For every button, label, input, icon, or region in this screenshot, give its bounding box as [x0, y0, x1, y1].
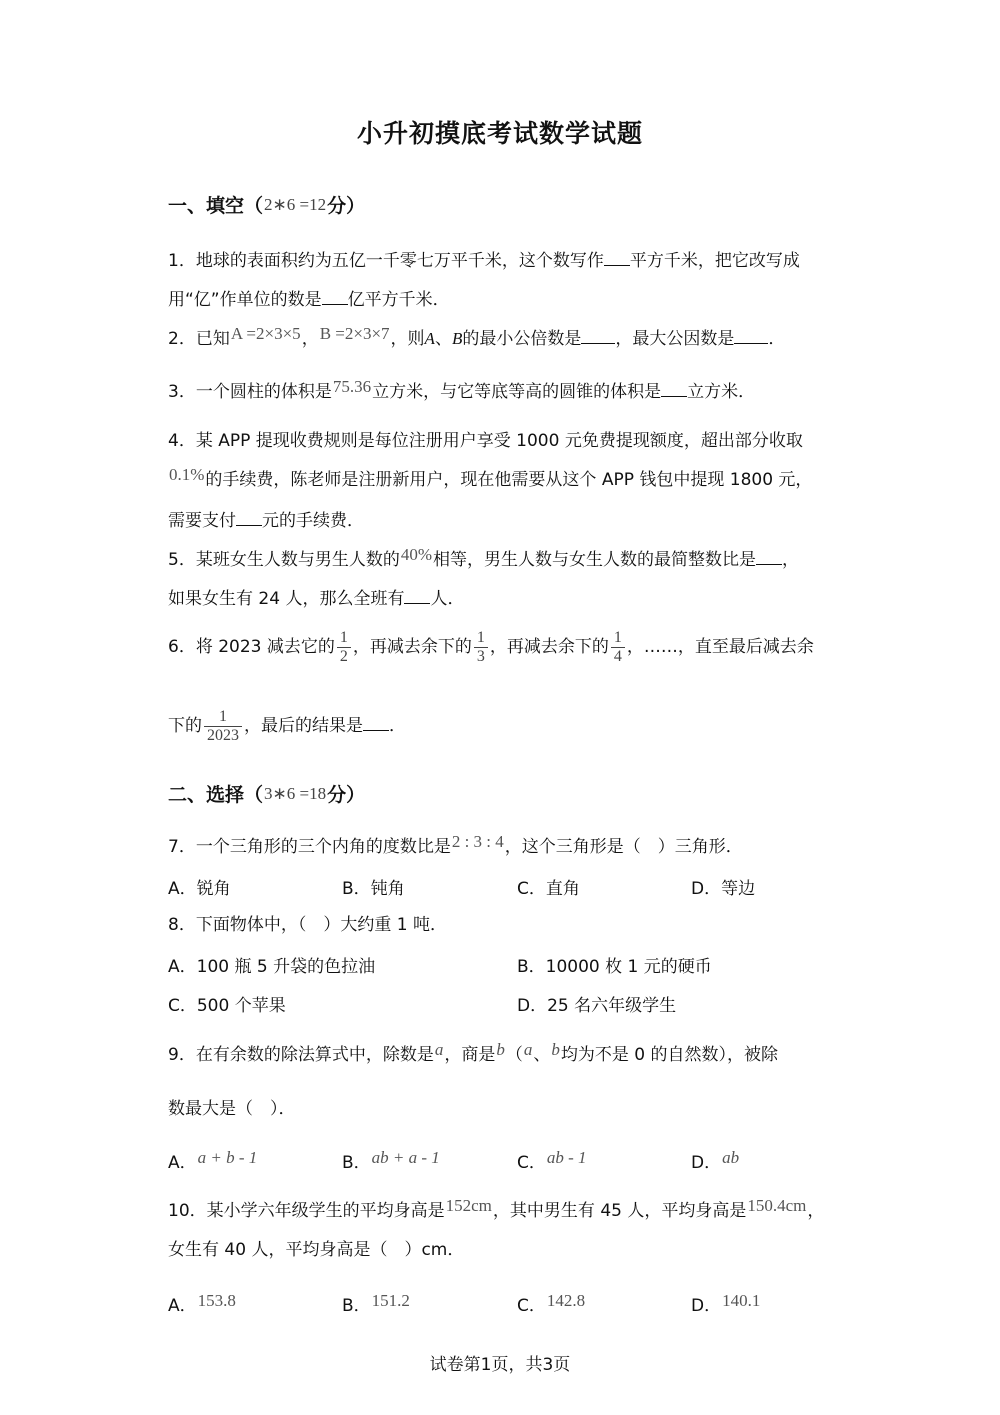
q2-text: 、: [434, 329, 452, 349]
numerator: 1: [219, 707, 227, 725]
option-a[interactable]: [168, 1291, 237, 1316]
option-value: 151.2: [371, 1291, 410, 1310]
option-b[interactable]: B．钝角: [342, 879, 405, 899]
answer-blank[interactable]: [322, 286, 348, 305]
q1-text: 用“亿”作单位的数是: [168, 290, 322, 310]
q3-text: 立方米．: [687, 382, 756, 402]
q2-text: ．: [768, 329, 786, 349]
question-4-line-3: [168, 507, 364, 533]
option-value: 140.1: [722, 1291, 761, 1310]
option-letter: B．: [342, 1296, 371, 1316]
q4-text: 需要支付: [168, 511, 236, 531]
fraction-1-4: [611, 629, 625, 666]
option-d[interactable]: [691, 1291, 761, 1316]
option-value: 153.8: [197, 1291, 236, 1310]
section-label: 二、选择（: [168, 784, 264, 806]
section-label-tail: 分）: [327, 195, 366, 217]
option-c[interactable]: [517, 1291, 586, 1316]
section-label: 一、填空（: [168, 195, 264, 217]
option-letter: D．: [691, 1153, 722, 1173]
q6-text: ，最后的结果是: [244, 716, 363, 736]
q9-text: 均为不是 0 的自然数），被除: [560, 1045, 778, 1065]
option-c[interactable]: C．直角: [517, 879, 580, 899]
option-d[interactable]: [691, 1148, 740, 1173]
denominator: 4: [611, 647, 625, 666]
q9-var-a: a: [434, 1040, 444, 1059]
q2-var-a: A: [424, 329, 435, 348]
q2-formula-a: A =2×3×5: [230, 324, 301, 343]
q4-text: 的手续费，陈老师是注册新用户，现在他需要从这个 APP 钱包中提现 1800 元，: [205, 470, 813, 490]
q5-text: 人．: [430, 589, 465, 609]
option-letter: C．: [517, 1296, 546, 1316]
q6-text: 6．将 2023 减去它的: [168, 637, 335, 657]
answer-blank[interactable]: [604, 247, 630, 266]
q5-text: 如果女生有 24 人，那么全班有: [168, 589, 405, 609]
q2-text: 的最小公倍数是: [462, 329, 582, 349]
q9-text: ，商是: [444, 1045, 496, 1065]
answer-blank[interactable]: [756, 546, 782, 565]
q10-avg-height: 152cm: [445, 1196, 492, 1215]
q7-ratio: 2 : 3 : 4: [451, 832, 504, 851]
q3-volume: 75.36: [332, 377, 372, 396]
option-c[interactable]: [517, 1148, 588, 1173]
q5-text: 相等，男生人数与女生人数的最简整数比是: [433, 550, 756, 570]
answer-blank[interactable]: [363, 712, 389, 731]
question-3: [168, 378, 755, 404]
option-a[interactable]: A．锐角: [168, 879, 231, 899]
section-heading-choice: [168, 780, 365, 807]
q3-text: 立方米，与它等底等高的圆锥的体积是: [372, 382, 662, 402]
option-value: 142.8: [546, 1291, 586, 1310]
option-b[interactable]: [342, 1291, 411, 1316]
numerator: 1: [339, 628, 348, 646]
q6-text: 下的: [168, 716, 202, 736]
q9-text: （: [505, 1045, 523, 1065]
q2-formula-b: B =2×3×7: [319, 324, 390, 343]
q10-boys-height: 150.4cm: [747, 1196, 807, 1215]
q6-text: ，再减去余下的: [489, 637, 609, 657]
section-heading-fill-blank: [168, 191, 365, 218]
question-5-line-2: [168, 585, 464, 611]
q2-text: ，: [301, 329, 319, 349]
option-formula: ab + a - 1: [371, 1148, 440, 1167]
q3-text: 3．一个圆柱的体积是: [168, 382, 332, 402]
option-b[interactable]: B．10000 枚 1 元的硬币: [517, 957, 712, 977]
question-9-line-2: 数最大是（ ）．: [168, 1099, 296, 1119]
denominator: 2023: [204, 726, 242, 745]
option-formula: a + b - 1: [197, 1148, 258, 1167]
q4-text: 4．某 APP 提现收费规则是每位注册用户享受 1000 元免费提现额度，超出部分收取: [168, 431, 803, 451]
q9-var-a: a: [523, 1040, 533, 1059]
answer-blank[interactable]: [581, 325, 615, 344]
question-1-line-2: [168, 286, 450, 312]
q1-text: 平方千米，把它改写成: [629, 251, 800, 271]
q2-var-b: B: [451, 329, 463, 348]
question-10-line-1: [168, 1196, 825, 1223]
q5-percent: 40%: [400, 545, 432, 564]
option-b[interactable]: [342, 1148, 441, 1173]
option-a[interactable]: [168, 1148, 258, 1173]
option-d[interactable]: D．25 名六年级学生: [517, 996, 677, 1016]
section-score-formula: 2∗6 =12: [264, 195, 327, 214]
page-footer: 试卷第1页，共3页: [429, 1355, 571, 1375]
q4-text: 元的手续费．: [262, 511, 364, 531]
answer-blank[interactable]: [236, 507, 262, 526]
question-2: [168, 325, 785, 351]
option-c[interactable]: C．500 个苹果: [168, 996, 286, 1016]
q6-text: ，……，直至最后减去余: [626, 637, 814, 657]
q9-text: 、: [533, 1045, 551, 1065]
question-4-line-1: [168, 429, 803, 453]
fraction-1-2023: [204, 708, 242, 745]
q10-text: ，其中男生有 45 人，平均身高是: [492, 1201, 747, 1221]
answer-blank[interactable]: [734, 325, 768, 344]
q5-text: ，: [782, 550, 799, 570]
q9-var-b: b: [496, 1040, 505, 1059]
option-letter: D．: [691, 1296, 722, 1316]
option-letter: A．: [168, 1153, 197, 1173]
question-10-line-2: 女生有 40 人，平均身高是（ ）cm．: [168, 1240, 465, 1260]
numerator: 1: [476, 628, 485, 646]
denominator: 3: [474, 647, 488, 666]
denominator: 2: [337, 647, 351, 666]
option-letter: A．: [168, 1296, 197, 1316]
q10-text: ，: [807, 1201, 825, 1221]
question-9-line-1: [168, 1040, 778, 1067]
question-1-line-1: [168, 247, 800, 273]
option-letter: C．: [517, 1153, 546, 1173]
question-6-line-1: [168, 628, 814, 666]
option-formula: ab - 1: [546, 1148, 587, 1167]
numerator: 1: [613, 628, 622, 646]
q7-text: ，这个三角形是（ ）三角形．: [504, 837, 743, 857]
q5-text: 5．某班女生人数与男生人数的: [168, 550, 400, 570]
fraction-1-3: [474, 629, 488, 666]
q9-var-b: b: [551, 1040, 560, 1059]
q10-text: 10．某小学六年级学生的平均身高是: [168, 1201, 445, 1221]
q2-text: ，最大公因数是: [615, 329, 735, 349]
q7-text: 7．一个三角形的三个内角的度数比是: [168, 837, 451, 857]
q1-text: 亿平方千米．: [347, 290, 450, 310]
section-label-tail: 分）: [327, 784, 366, 806]
q4-rate: 0.1%: [169, 465, 205, 484]
section-score-formula: 3∗6 =18: [264, 784, 327, 803]
option-formula: ab: [722, 1148, 740, 1167]
page-title: 小升初摸底考试数学试题: [356, 119, 643, 148]
answer-blank[interactable]: [661, 378, 687, 397]
q9-text: 9．在有余数的除法算式中，除数是: [168, 1045, 434, 1065]
option-d[interactable]: D．等边: [691, 879, 756, 899]
q6-text: ，再减去余下的: [352, 637, 472, 657]
question-8: 8．下面物体中，（ ）大约重 1 吨．: [168, 915, 447, 935]
question-5-line-1: [168, 546, 799, 572]
q1-text: 1．地球的表面积约为五亿一千零七万平千米，这个数写作: [168, 251, 604, 271]
q6-text: ．: [389, 716, 406, 736]
question-6-line-2: [168, 706, 406, 746]
option-letter: B．: [342, 1153, 371, 1173]
option-a[interactable]: A．100 瓶 5 升袋的色拉油: [168, 957, 376, 977]
fraction-1-2: [337, 629, 351, 666]
q2-text: 2．已知: [168, 329, 230, 349]
question-4-line-2: [168, 465, 813, 492]
answer-blank[interactable]: [404, 585, 430, 604]
q2-text: ，则: [390, 329, 425, 349]
question-7: [168, 832, 743, 859]
